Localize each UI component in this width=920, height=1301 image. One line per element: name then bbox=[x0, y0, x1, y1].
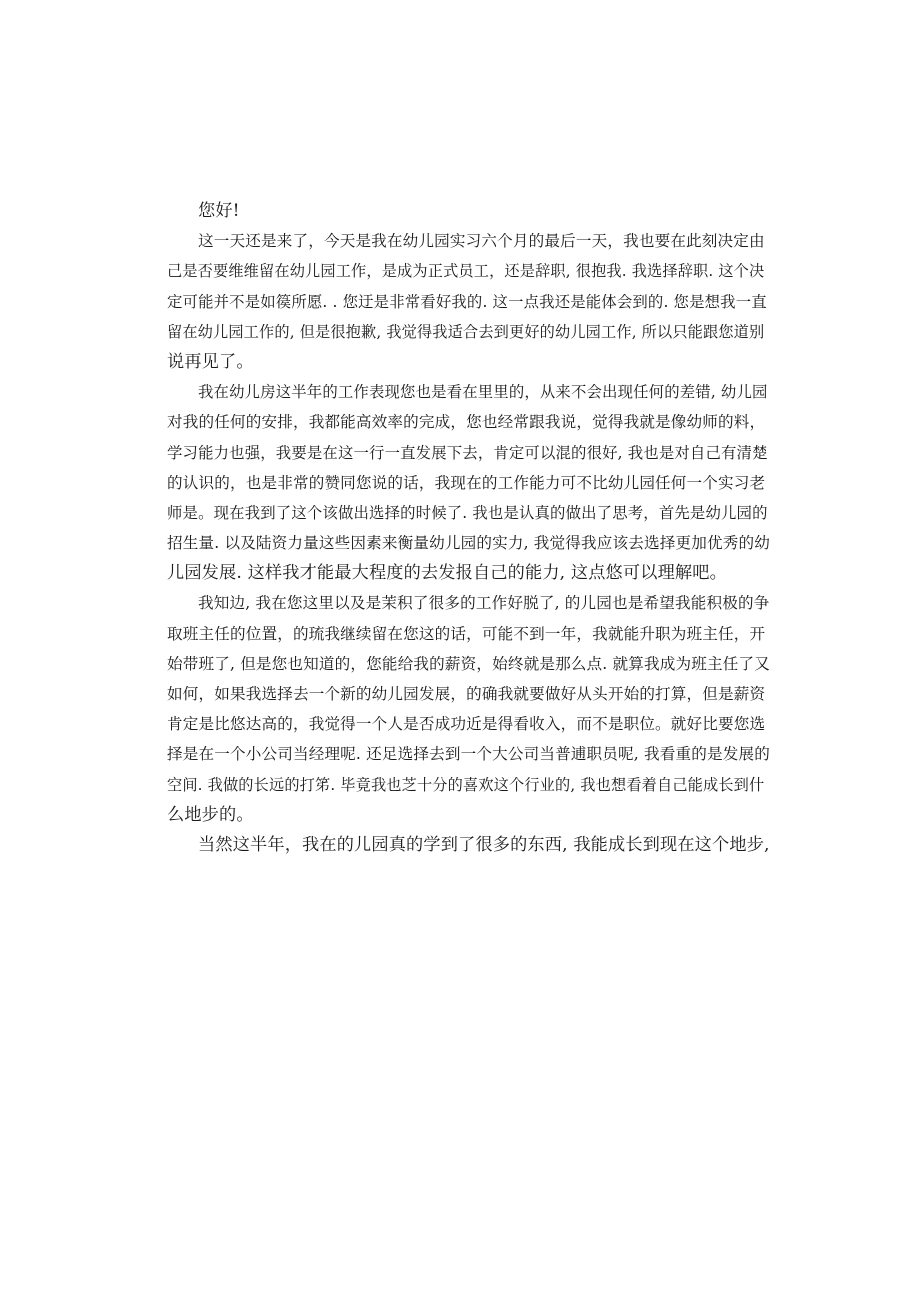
text-line: 定可能并不是如篌所愿. . 您迂是非常看好我的. 这一点我还是能体会到的. 您是想我一直 bbox=[167, 292, 767, 311]
text-line: 始带班了, 但是您也知道的，您能给我的薪资，始终就是那么点. 就算我成为班主任了又 bbox=[167, 654, 770, 673]
text-line: 当然这半年，我在的儿园真的学到了很多的东西, 我能成长到现在这个地步, bbox=[198, 834, 770, 855]
text-line: 己是否要维维留在幼儿园工作，是成为正式员工，还是辞职, 很抱我. 我选择辞职. 这个决 bbox=[167, 262, 765, 281]
text-line: 如何，如果我选择去一个新的幼儿园发展，的确我就要做好从头开始的打算，但是薪资 bbox=[167, 685, 766, 703]
greeting: 您好! bbox=[198, 201, 240, 221]
text-line: 招生量. 以及陆资力量这些因素来衡量幼儿园的实力, 我觉得我应该去选择更加优秀的幼 bbox=[167, 534, 770, 553]
text-line: 么地步的。 bbox=[167, 804, 254, 825]
text-line: 留在幼儿园工作的, 但是很抱歉, 我觉得我适合去到更好的幼儿园工作, 所以只能跟您道别 bbox=[167, 322, 765, 341]
letter-body bbox=[167, 196, 770, 860]
letter-text bbox=[167, 226, 770, 860]
text-line: 学习能力也强，我要是在这一行一直发展下去，肯定可以混的很好, 我也是对自己有清楚 bbox=[167, 443, 768, 462]
text-line: 取班主任的位置，的琉我继续留在您这的话，可能不到一年，我就能升职为班主任，开 bbox=[167, 624, 766, 643]
text-line: 我在幼儿房这半年的工作表现您也是看在里里的，从来不会出现任何的差错, 幼儿园 bbox=[198, 383, 768, 402]
text-line: 择是在一个小公司当经理呢. 还足选择去到一个大公司当普逋职员呢, 我看重的是发展的 bbox=[167, 745, 770, 764]
text-line: 对我的任何的安排，我都能高效率的完成，您也经常跟我说，觉得我就是像幼师的料， bbox=[167, 413, 766, 432]
text-line: 儿园发展. 这样我才能最大程度的去发报自己的能力, 这点悠可以理解吧。 bbox=[167, 563, 727, 584]
text-line: 这一天还是来了，今天是我在幼儿园实习六个月的最后一天，我也要在此刻决定由 bbox=[198, 232, 765, 251]
text-line: 说再见了。 bbox=[167, 351, 254, 372]
text-line: 师是。现在我到了这个该做出选择的时候了. 我也是认真的做出了思考，首先是幼儿园的 bbox=[167, 503, 768, 522]
text-line: 空间. 我做的长远的打笫. 毕竟我也芝十分的喜欢这个行业的, 我也想看着自己能成长到什 bbox=[167, 775, 765, 794]
text-line: 的认识的，也是非常的赞同您说的话，我现在的工作能力可不比幼儿园任何一个实习老 bbox=[167, 473, 766, 492]
text-line: 我知边, 我在您这里以及是茉积了很多的工作好脱了, 的儿园也是希望我能积极的争 bbox=[198, 594, 770, 613]
text-line: 肯定是比悠达高的，我觉得一个人是否成功近是得看收入，而不是职位。就好比要您选 bbox=[167, 715, 766, 734]
